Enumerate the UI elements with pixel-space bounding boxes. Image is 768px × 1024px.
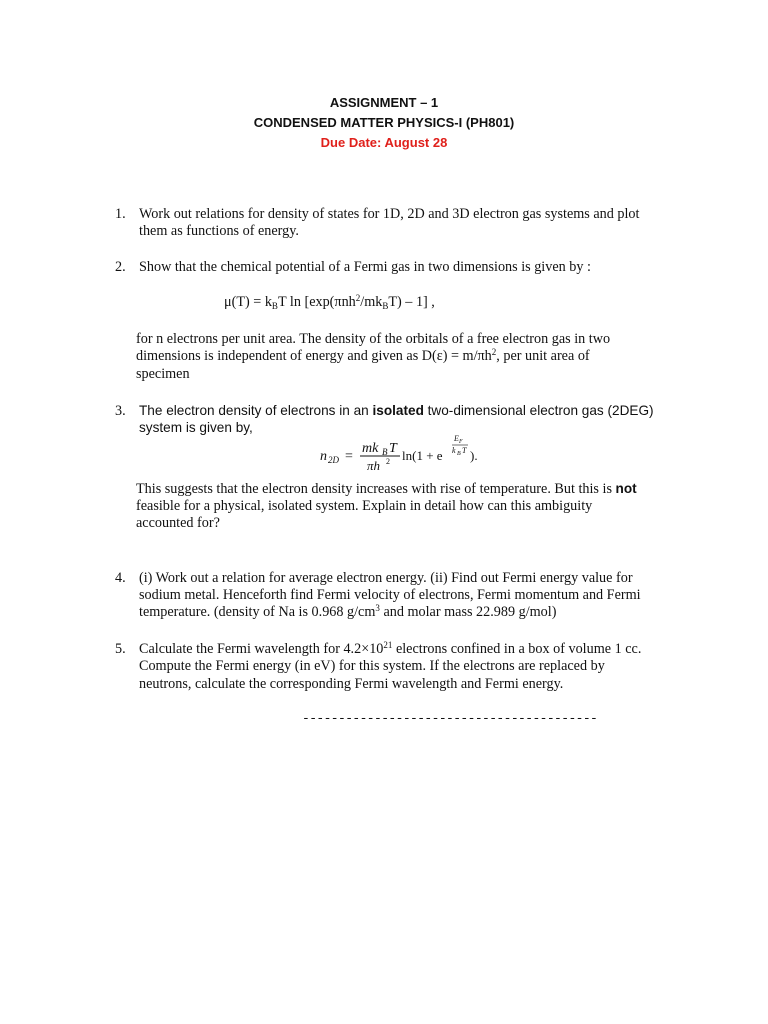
question-2-number: 2. <box>115 259 126 275</box>
formula-ln: ln(1 + e <box>402 448 443 463</box>
question-1-line-2: them as functions of energy. <box>139 223 299 239</box>
question-3-line-2: system is given by, <box>139 420 253 435</box>
formula-denominator-sup: 2 <box>386 457 390 466</box>
due-date: Due Date: August 28 <box>320 135 448 150</box>
question-4-line-1: (i) Work out a relation for average electron energy. (ii) Find out Fermi energy value for <box>139 570 633 586</box>
question-2-intro: Show that the chemical potential of a Fermi gas in two dimensions is given by : <box>139 259 591 275</box>
question-3-body-line-2: feasible for a physical, isolated system. Explain in detail how can this ambiguity <box>136 498 593 514</box>
question-2-body-line-3: specimen <box>136 366 190 382</box>
question-5-number: 5. <box>115 641 126 657</box>
formula-denominator: πh <box>367 458 381 473</box>
assignment-title: ASSIGNMENT – 1 <box>329 95 439 110</box>
formula-numerator-t: T <box>389 441 397 456</box>
formula-exp-denominator-t: T <box>462 446 467 455</box>
question-3-line-1: The electron density of electrons in an isolated two-dimensional electron gas (2DEG) <box>139 403 654 418</box>
formula-equals: = <box>345 449 353 464</box>
footer-divider: ----------------------------------------- <box>302 711 598 726</box>
formula-tail: ). <box>470 448 478 463</box>
formula-numerator-sub: B <box>382 447 388 457</box>
question-3-body-line-3: accounted for? <box>136 515 220 531</box>
question-1-line-1: Work out relations for density of states for 1D, 2D and 3D electron gas systems and plot <box>139 206 640 222</box>
formula-exp-denominator-sub: B <box>457 451 461 457</box>
course-title: CONDENSED MATTER PHYSICS-I (PH801) <box>253 115 515 130</box>
electron-density-formula <box>312 433 492 473</box>
question-1-number: 1. <box>115 206 126 222</box>
formula-numerator: mk <box>362 441 379 456</box>
question-2-body-line-2: dimensions is independent of energy and given as $D(\varepsilon) = m/\pi h^2$, per unit area of <box>136 347 590 364</box>
formula-lhs: n <box>320 449 327 464</box>
question-3-number: 3. <box>115 403 126 419</box>
question-2-body-line-1: for n electrons per unit area. The density of the orbitals of a free electron gas in two <box>136 331 611 347</box>
question-4-line-3: temperature. (density of Na is 0.968 $g/cm^3$ and molar mass 22.989 g/mol) <box>139 603 557 620</box>
formula-exp-denominator: k <box>452 446 456 455</box>
question-5-line-3: neutrons, calculate the corresponding Fermi wavelength and Fermi energy. <box>139 676 564 692</box>
formula-exp-numerator: E <box>454 434 459 443</box>
question-3-body-line-1: This suggests that the electron density increases with rise of temperature. But this is not <box>136 481 637 497</box>
question-5-line-2: Compute the Fermi energy (in eV) for this system. If the electrons are replaced by <box>139 658 605 674</box>
question-4-number: 4. <box>115 570 126 586</box>
formula-exp-numerator-sub: F <box>459 439 463 445</box>
question-4-line-2: sodium metal. Henceforth find Fermi velocity of electrons, Fermi momentum and Fermi <box>139 587 641 603</box>
question-5-line-1: Calculate the Fermi wavelength for $4.2\times 10^{21}$ electrons confined in a box of volume 1 cc. <box>139 640 642 657</box>
question-2-formula: $\mu(T) = k_BT$ $\ln [\exp(\pi nh^2/mk_BT) - 1]$ , <box>224 293 435 311</box>
formula-lhs-sub: 2D <box>328 455 339 465</box>
